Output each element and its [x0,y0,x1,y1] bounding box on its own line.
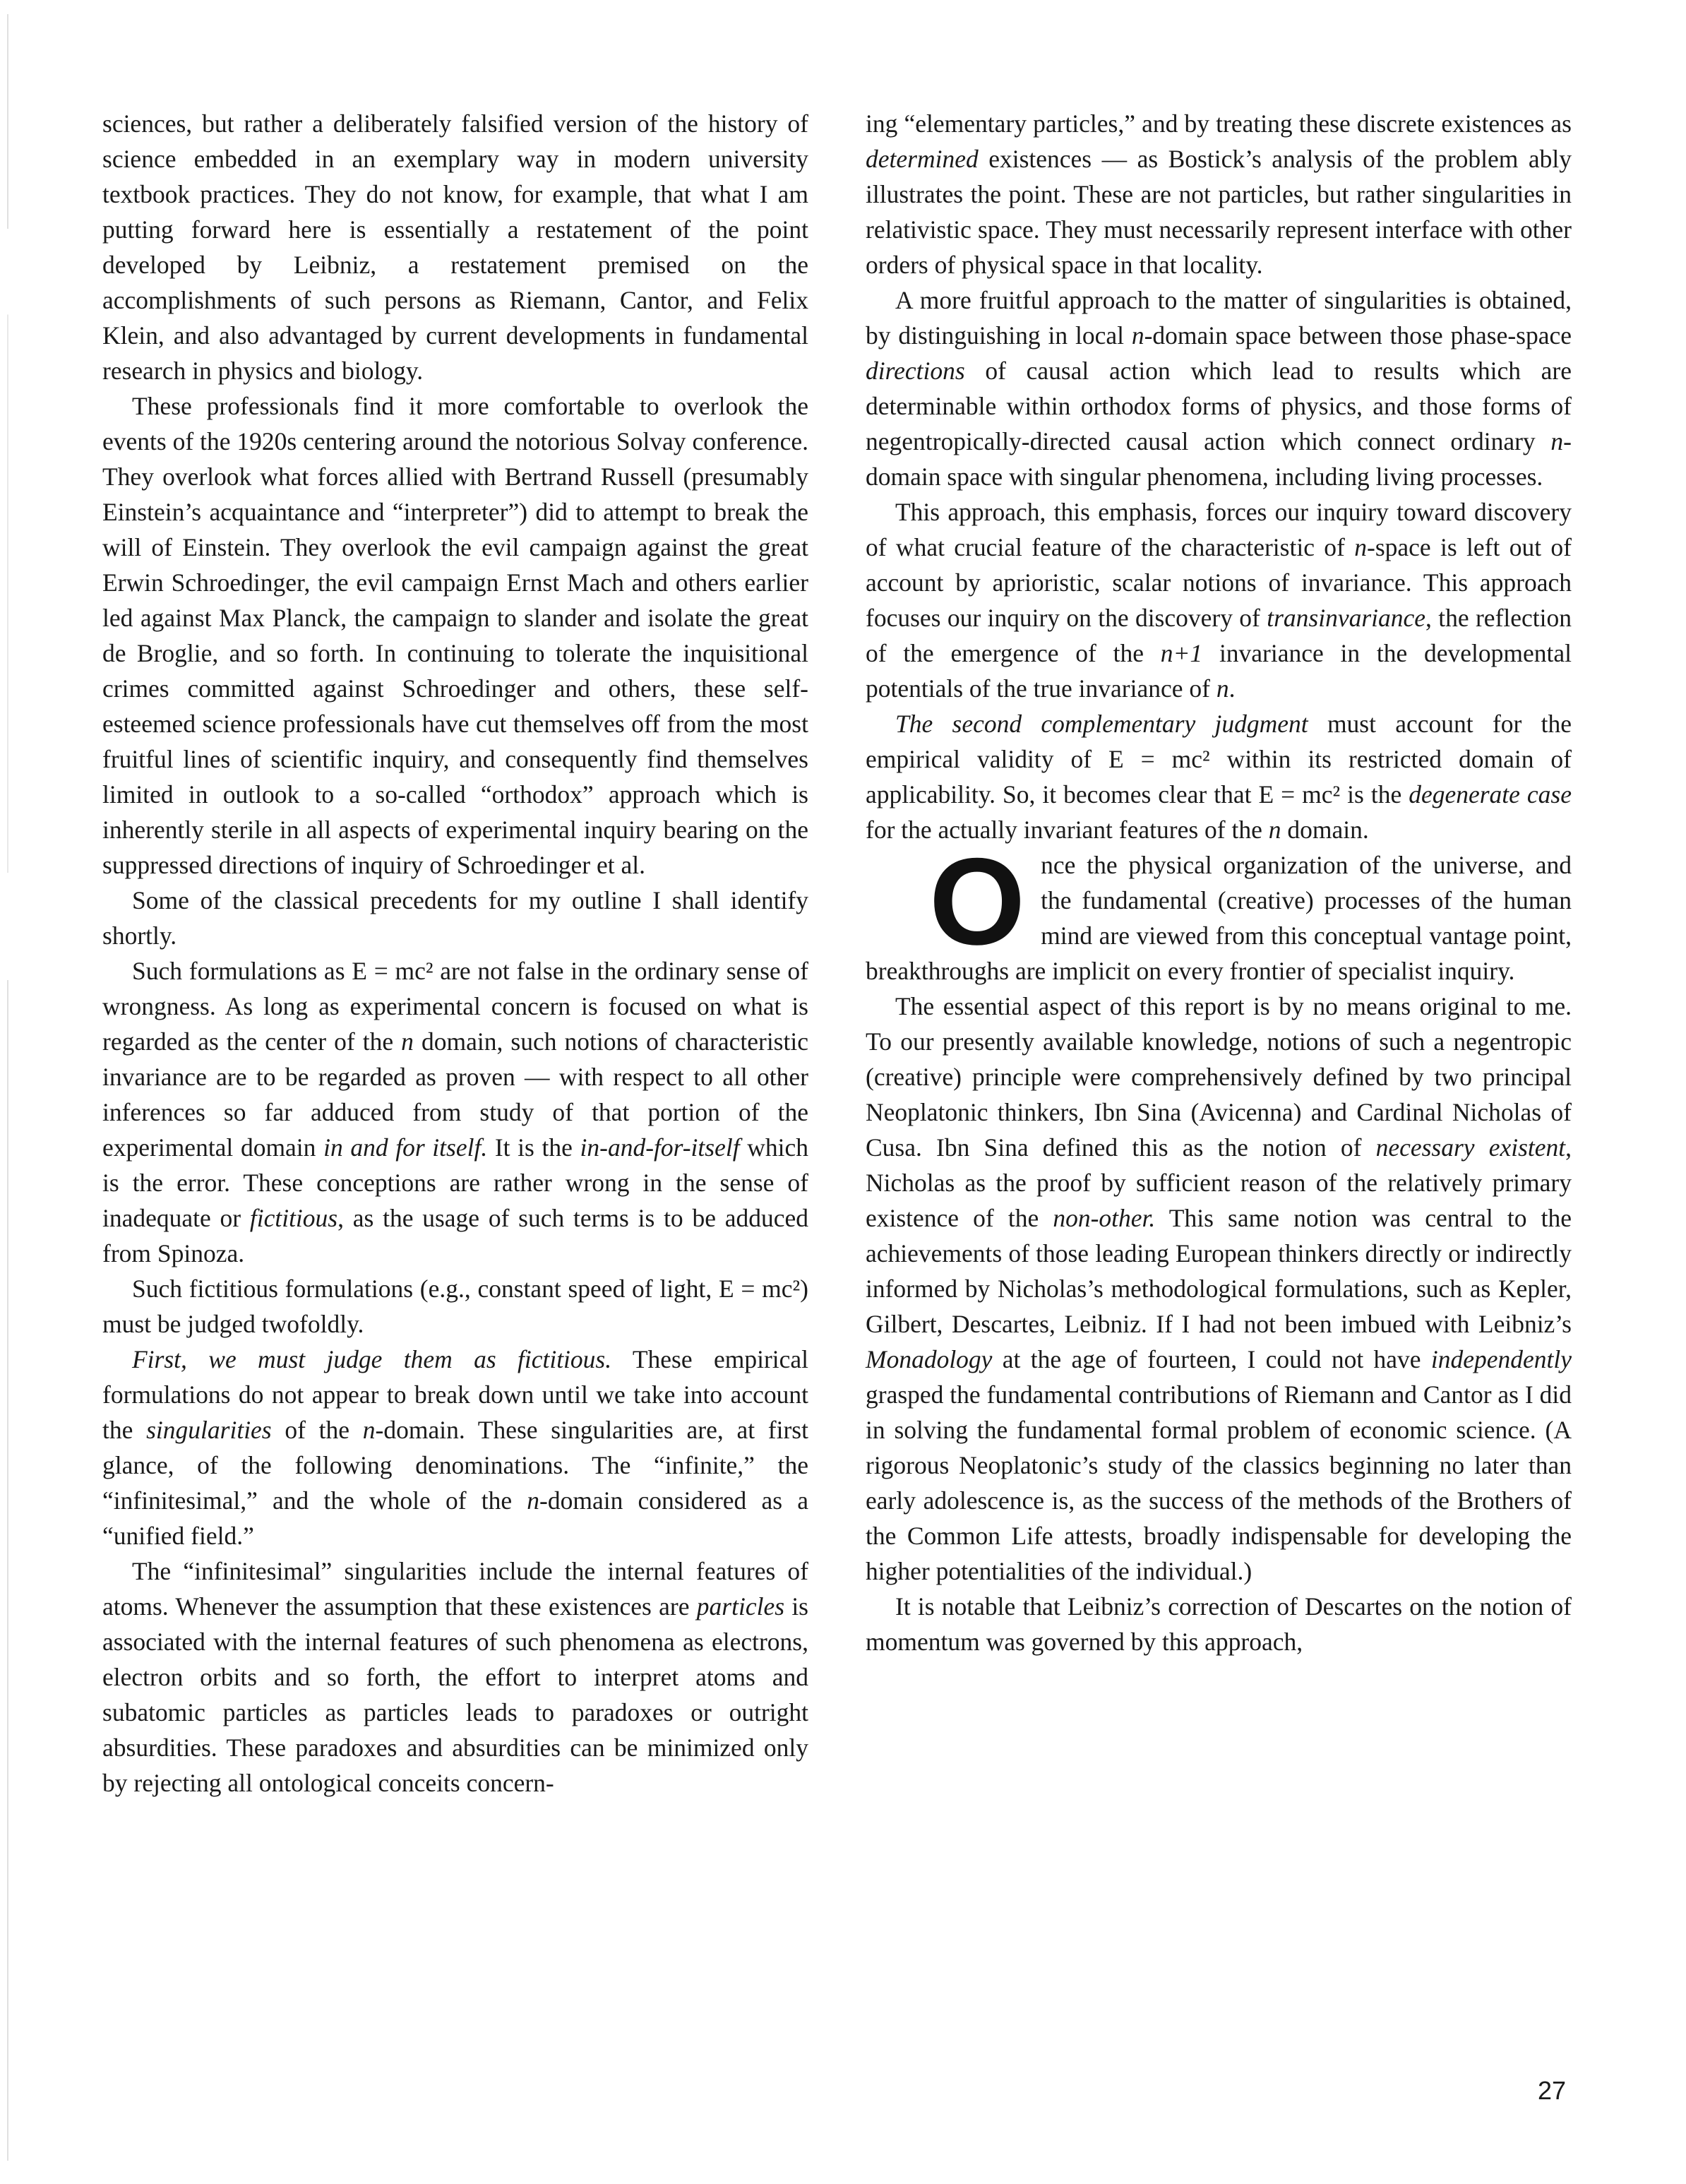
italic-text: First, we must judge them as fictitious. [132,1345,612,1373]
scan-margin-line [7,14,8,2161]
italic-text: n [1268,816,1281,844]
text-run: The essential aspect of this report is by no means original to me. To our presently available knowledge, notions of such a negentropic (creative) principle were comprehensively defined by two principal Neoplatonic thinkers, Ibn Sina (Avicenna) and Cardinal Nicholas of Cusa. Ibn Sina defined this as the notion of [866,992,1572,1162]
text-run: -domain space between those phase-space [1144,321,1572,350]
text-run: for the actually invariant features of the [866,816,1269,844]
italic-text: n [1550,427,1564,455]
italic-text: n [362,1416,376,1444]
text-run: is associated with the internal features of such phenomena as electrons, electron orbits and so forth, the effort to interpret atoms and subatomic particles as particles leads to paradoxes or outright absurdities. These paradoxes and absurdities can be minimized only by rejecting all ontological conceits concern- [102,1592,808,1797]
text-run: It is the [487,1133,580,1162]
italic-text: transinvariance [1267,604,1426,632]
text-run: domain. [1281,816,1369,844]
text-run: This same notion was central to the achievements of those leading European thinkers directly or indirectly informed by Nicholas’s methodological formulations, such as Kepler, Gilbert, Descartes, Leibniz. If I had not been imbued with Leibniz’s [866,1204,1572,1338]
paragraph [866,106,1572,282]
text-run: domain, such notions of characteristic invariance are to be regarded as proven — with respect to all other inferences so far adduced from study of that portion of the experimental domain [102,1027,808,1162]
text-run: It is notable that Leibniz’s correction of Descartes on the notion of momentum was governed by this approach, [866,1592,1572,1656]
italic-text: singularities [146,1416,272,1444]
paragraph [102,106,808,388]
paragraph [866,494,1572,706]
text-run: of the [271,1416,363,1444]
paragraph [102,1342,808,1553]
text-run: -domain. These singularities are, at first glance, of the following denominations. The “infinite,” the “infinitesimal,” and the whole of the [102,1416,808,1515]
italic-text: particles [696,1592,785,1621]
paragraph [866,282,1572,494]
italic-text: degenerate case [1409,780,1572,808]
text-run: which is the error. These conceptions are rather wrong in the sense of inadequate or [102,1133,808,1232]
text-run: ing “elementary particles,” and by treating these discrete existences as [866,109,1572,138]
italic-text: n [1354,533,1367,561]
paragraph [866,989,1572,1589]
italic-text: directions [866,357,965,385]
text-run: must account for the empirical validity of E = mc² within its restricted domain of applicability. So, it becomes clear that E = mc² is the [866,710,1572,808]
italic-text: non-other. [1053,1204,1156,1232]
italic-text: in-and-for-itself [580,1133,740,1162]
left-text-column [102,106,808,1801]
italic-text: n [1216,674,1229,703]
text-run: This approach, this emphasis, forces our inquiry toward discovery of what crucial feature of the characteristic of [866,498,1572,561]
text-run: Such formulations as E = mc² are not false in the ordinary sense of wrongness. As long as experimental concern is focused on what is regarded as the center of the [102,957,808,1056]
text-run: sciences, but rather a deliberately falsified version of the history of science embedded in an exemplary way in modern university textbook practices. They do not know, for example, that what I am putting forward here is essentially a restatement of the point developed by Leibniz, a restatement premised on the accomplishments of such persons as Riemann, Cantor, and Felix Klein, and also advantaged by current developments in fundamental research in physics and biology. [102,109,808,385]
paragraph [102,1553,808,1801]
text-run: of causal action which lead to results which are determinable within orthodox forms of physics, and those forms of negentropically-directed causal action which connect ordinary [866,357,1572,455]
text-run: existences — as Bostick’s analysis of the problem ably illustrates the point. These are not particles, but rather singularities in relativistic space. They must necessarily represent interface with other orders of physical space in that locality. [866,145,1572,279]
text-run: A more fruitful approach to the matter of singularities is obtained, by distinguishing in local [866,286,1572,350]
paragraph [866,706,1572,847]
text-run: invariance in the developmental potentials of the true invariance of [866,639,1572,703]
text-run: The “infinitesimal” singularities include the internal features of atoms. Whenever the assumption that these existences are [102,1557,808,1621]
page-number: 27 [1538,2076,1567,2105]
paragraph [866,833,1572,989]
text-run: grasped the fundamental contributions of Riemann and Cantor as I did in solving the fundamental formal problem of economic science. (A rigorous Neoplatonic’s study of the classics beginning no later than early adolescence is, as the success of the methods of the Brothers of the Common Life attests, broadly indispensable for developing the higher potentialities of the individual.) [866,1380,1572,1585]
italic-text: fictitious [249,1204,338,1232]
italic-text: The second complementary judgment [895,710,1308,738]
text-run: -domain considered as a “unified field.” [102,1486,808,1550]
text-run: nce the physical organization of the universe, and the fundamental (creative) processes of the human mind are viewed from this conceptual vantage point, breakthroughs are implicit on every frontier of specialist inquiry. [866,851,1572,985]
text-run: -domain space with singular phenomena, including living processes. [866,427,1572,491]
text-run: at the age of fourteen, I could not have [992,1345,1431,1373]
paragraph [866,1589,1572,1659]
italic-text: determined [866,145,979,173]
text-run: Such fictitious formulations (e.g., constant speed of light, E = mc²) must be judged twofoldly. [102,1275,808,1338]
text-run: -space is left out of account by aprioristic, scalar notions of invariance. This approach focuses our inquiry on the discovery of [866,533,1572,632]
italic-text: Monadology [866,1345,993,1373]
italic-text: n [1131,321,1144,350]
italic-text: independently [1430,1345,1572,1373]
text-run: Some of the classical precedents for my outline I shall identify shortly. [102,886,808,950]
paragraph [102,388,808,883]
italic-text: n [527,1486,540,1515]
paragraph [102,883,808,953]
paragraph [102,1271,808,1342]
text-run: These empirical formulations do not appear to break down until we take into account the [102,1345,809,1444]
italic-text: in and for itself. [323,1133,488,1162]
italic-text: n [401,1027,414,1056]
text-run: These professionals find it more comfortable to overlook the events of the 1920s centering around the notorious Solvay conference. They overlook what forces allied with Bertrand Russell (presumably Einstein’s acquaintance and “interpreter”) did to attempt to break the will of Einstein. They overlook the evil campaign against the great Erwin Schroedinger, the evil campaign Ernst Mach and others earlier led against Max Planck, the campaign to slander and isolate the great de Broglie, and so forth. In continuing to tolerate the inquisitional crimes committed against Schroedinger and others, these self-esteemed science professionals have cut themselves off from the most fruitful lines of scientific inquiry, and consequently find themselves limited in outlook to a so-called “orthodox” approach which is inherently sterile in all aspects of experimental inquiry bearing on the suppressed directions of inquiry of Schroedinger et al. [102,392,808,879]
text-run: , the reflection of the emergence of the [866,604,1572,667]
text-run: , as the usage of such terms is to be adduced from Spinoza. [102,1204,808,1267]
text-run: . [1228,674,1236,703]
italic-text: n+1 [1160,639,1203,667]
right-text-column [866,106,1572,1659]
paragraph [102,953,808,1271]
drop-cap: O [929,833,1026,971]
text-run: , Nicholas as the proof by sufficient reason of the relatively primary existence of the [866,1133,1572,1232]
italic-text: necessary existent [1375,1133,1566,1162]
